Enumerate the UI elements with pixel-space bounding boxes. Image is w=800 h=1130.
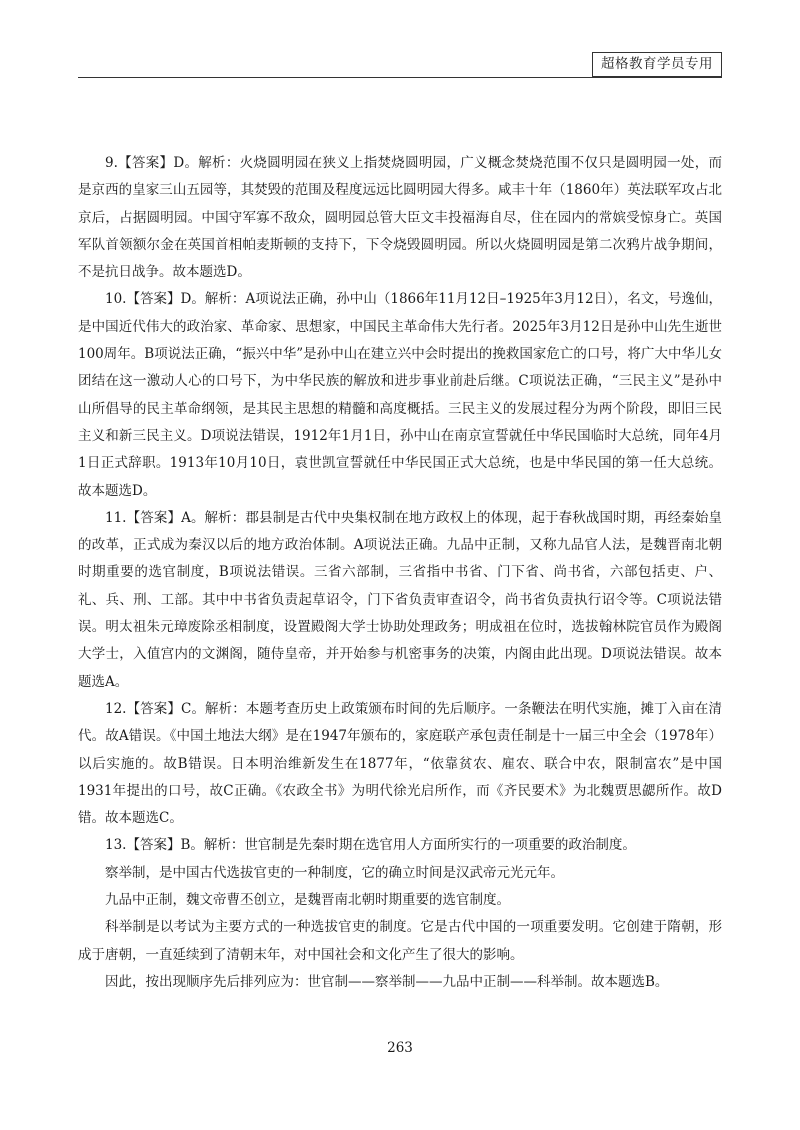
- answer-13-conclusion-paragraph: 因此，按出现顺序先后排列应为：世官制——察举制——九品中正制——科举制。故本题选B。: [105, 973, 669, 990]
- page-number: 263: [387, 1040, 413, 1056]
- answer-13-paragraph: 13.【答案】B。解析：世官制是先秦时期在选官用人方面所实行的一项重要的政治制度。: [105, 837, 636, 854]
- answer-13-keju-paragraph: 科举制是以考试为主要方式的一种选拔官吏的制度。它是古代中国的一项重要发明。它创建于隋朝，形成于唐朝，一直延续到了清朝末年，对中国社会和文化产生了很大的影响。: [78, 919, 722, 963]
- answer-9-paragraph: 9.【答案】D。解析：火烧圆明园在狭义上指焚烧圆明园，广义概念焚烧范围不仅只是圆明园一处，而是京西的皇家三山五园等，其焚毁的范围及程度远远比圆明园大得多。咸丰十年（1860年）英法联军攻占北京后，占据圆明园。中国守军寡不敌众，圆明园总管大臣文丰投福海自尽，住在园内的常嫔受惊身亡。英国军队首领额尔金在英国首相帕麦斯顿的支持下，下令烧毁圆明园。所以火烧圆明园是第二次鸦片战争期间，不是抗日战争。故本题选D。: [78, 155, 722, 281]
- answer-content: [78, 150, 722, 996]
- answer-13-jiupin-paragraph: 九品中正制，魏文帝曹丕创立，是魏晋南北朝时期重要的选官制度。: [105, 892, 510, 909]
- header-rule: [78, 77, 722, 78]
- answer-10-paragraph: 10.【答案】D。解析：A项说法正确，孙中山（1866年11月12日–1925年3月12日），名文，号逸仙，是中国近代伟大的政治家、革命家、思想家，中国民主革命伟大先行者。2025年3月12日是孙中山先生逝世100周年。B项说法正确，“振兴中华”是孙中山在建立兴中会时提出的挽救国家危亡的口号，将广大中华儿女团结在这一激动人心的口号下，为中华民族的解放和进步事业前赴后继。C项说法正确，“三民主义”是孙中山所倡导的民主革命纲领，是其民主思想的精髓和高度概括。三民主义的发展过程分为两个阶段，即旧三民主义和新三民主义。D项说法错误，1912年1月1日，孙中山在南京宣誓就任中华民国临时大总统，同年4月1日正式辞职。1913年10月10日，袁世凯宣誓就任中华民国正式大总统，也是中华民国的第一任大总统。故本题选D。: [78, 291, 722, 499]
- answer-13-chaju-paragraph: 察举制，是中国古代选拔官吏的一种制度，它的确立时间是汉武帝元光元年。: [105, 864, 564, 881]
- answer-11-paragraph: 11.【答案】A。解析：郡县制是古代中央集权制在地方政权上的体现，起于春秋战国时期，再经秦始皇的改革，正式成为秦汉以后的地方政治体制。A项说法正确。九品中正制，又称九品官人法，是魏晋南北朝时期重要的选官制度，B项说法错误。三省六部制，三省指中书省、门下省、尚书省，六部包括吏、户、礼、兵、刑、工部。其中中书省负责起草诏令，门下省负责审查诏令，尚书省负责执行诏令等。C项说法错误。明太祖朱元璋废除丞相制度，设置殿阁大学士协助处理政务；明成祖在位时，选拔翰林院官员作为殿阁大学士，入值宫内的文渊阁，随侍皇帝，并开始参与机密事务的决策，内阁由此出现。D项说法错误。故本题选A。: [78, 509, 722, 690]
- answer-12-paragraph: 12.【答案】C。解析：本题考查历史上政策颁布时间的先后顺序。一条鞭法在明代实施，摊丁入亩在清代。故A错误。《中国土地法大纲》是在1947年颁布的，家庭联产承包责任制是十一届三中全会（1978年）以后实施的。故B错误。日本明治维新发生在1877年，“依靠贫农、雇农、联合中农，限制富农”是中国1931年提出的口号，故C正确。《农政全书》为明代徐光启所作，而《齐民要术》为北魏贾思勰所作。故D错。故本题选C。: [78, 700, 722, 827]
- header-label: 超格教育学员专用: [592, 52, 722, 77]
